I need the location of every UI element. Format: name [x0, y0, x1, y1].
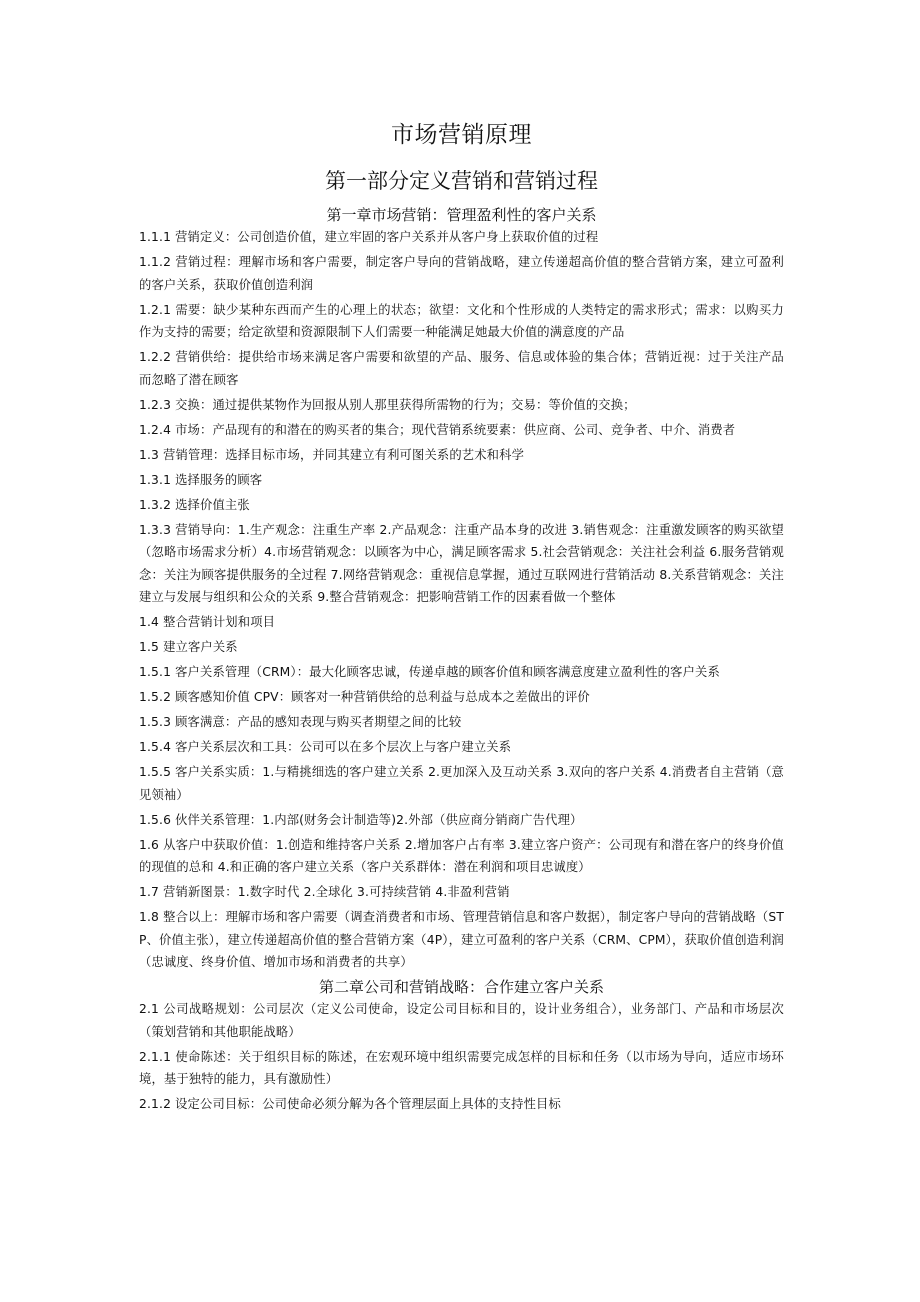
part-title: 第一部分定义营销和营销过程 [325, 169, 598, 193]
document-title: 市场营销原理 [391, 122, 532, 148]
section-paragraph: 1.2.1 需要：缺少某种东西而产生的心理上的状态；欲望：文化和个性形成的人类特定的需求形式；需求：以购买力作为支持的需要；给定欲望和资源限制下人们需要一种能满足她最大价值的满意度的产品 [139, 302, 784, 339]
section-paragraph: 1.2.3 交换：通过提供某物作为回报从别人那里获得所需物的行为；交易：等价值的交换； [139, 397, 636, 412]
document-page [139, 118, 784, 1118]
section-paragraph: 1.7 营销新图景：1.数字时代 2.全球化 3.可持续营销 4.非盈利营销 [139, 885, 510, 899]
chapter-title: 第一章市场营销：管理盈利性的客户关系 [326, 206, 597, 224]
section-paragraph: 1.3.2 选择价值主张 [139, 497, 250, 512]
chapter-1-body [139, 226, 784, 974]
section-paragraph: 1.1.1 营销定义：公司创造价值，建立牢固的客户关系并从客户身上获取价值的过程 [139, 230, 599, 244]
section-paragraph: 1.5.4 客户关系层次和工具：公司可以在多个层次上与客户建立关系 [139, 740, 512, 754]
chapter-title: 第二章公司和营销战略：合作建立客户关系 [318, 978, 604, 996]
chapter-2-body [139, 998, 784, 1116]
section-paragraph: 1.5.1 客户关系管理（CRM）：最大化顾客忠诚，传递卓越的顾客价值和顾客满意度建立盈利性的客户关系 [139, 665, 720, 679]
section-paragraph: 1.3.1 选择服务的顾客 [139, 472, 263, 487]
section-paragraph: 1.3.3 营销导向：1.生产观念：注重生产率 2.产品观念：注重产品本身的改进 3.销售观念：注重激发顾客的购买欲望（忽略市场需求分析）4.市场营销观念：以顾客为中心，满足顾客需求 5.社会营销观念：关注社会利益 6.服务营销观念：关注为顾客提供服务的全过程 7.网络营销观念：重视信息掌握，通过互联网进行营销活动 8.关系营销观念：关注建立与发展与组织和公众的关系 9.整合营销观念：把影响营销工作的因素看做一个整体 [139, 522, 784, 604]
section-paragraph: 1.4 整合营销计划和项目 [139, 615, 276, 629]
section-paragraph: 1.5 建立客户关系 [139, 640, 238, 654]
section-paragraph: 1.8 整合以上：理解市场和客户需要（调查消费者和市场、管理营销信息和客户数据），制定客户导向的营销战略（STP、价值主张），建立传递超高价值的整合营销方案（4P），建立可盈利的客户关系（CRM、CPM），获取价值创造利润（忠诚度、终身价值、增加市场和消费者的共享） [139, 910, 784, 969]
section-paragraph: 1.5.2 顾客感知价值 CPV：顾客对一种营销供给的总利益与总成本之差做出的评价 [139, 690, 590, 704]
section-paragraph: 1.3 营销管理：选择目标市场，并同其建立有利可图关系的艺术和科学 [139, 447, 525, 462]
section-paragraph: 1.2.2 营销供给：提供给市场来满足客户需要和欲望的产品、服务、信息或体验的集合体；营销近视：过于关注产品而忽略了潜在顾客 [139, 350, 784, 387]
section-paragraph: 2.1.1 使命陈述：关于组织目标的陈述，在宏观环境中组织需要完成怎样的目标和任务（以市场为导向，适应市场环境，基于独特的能力，具有激励性） [139, 1049, 784, 1086]
section-paragraph: 2.1 公司战略规划：公司层次（定义公司使命，设定公司目标和目的，设计业务组合），业务部门、产品和市场层次（策划营销和其他职能战略） [139, 1002, 784, 1039]
section-paragraph: 1.5.5 客户关系实质：1.与精挑细选的客户建立关系 2.更加深入及互动关系 3.双向的客户关系 4.消费者自主营销（意见领袖） [139, 765, 784, 802]
section-paragraph: 1.1.2 营销过程：理解市场和客户需要，制定客户导向的营销战略，建立传递超高价值的整合营销方案，建立可盈利的客户关系，获取价值创造利润 [139, 255, 784, 292]
section-paragraph: 1.5.6 伙伴关系管理：1.内部(财务会计制造等)2.外部（供应商分销商广告代理） [139, 812, 583, 827]
section-paragraph: 2.1.2 设定公司目标：公司使命必须分解为各个管理层面上具体的支持性目标 [139, 1097, 561, 1111]
section-paragraph: 1.6 从客户中获取价值：1.创造和维持客户关系 2.增加客户占有率 3.建立客户资产：公司现有和潜在客户的终身价值的现值的总和 4.和正确的客户建立关系（客户关系群体：潜在利润和项目忠诚度） [139, 837, 784, 874]
section-paragraph: 1.2.4 市场：产品现有的和潜在的购买者的集合；现代营销系统要素：供应商、公司、竞争者、中介、消费者 [139, 422, 736, 437]
section-paragraph: 1.5.3 顾客满意：产品的感知表现与购买者期望之间的比较 [139, 715, 462, 729]
